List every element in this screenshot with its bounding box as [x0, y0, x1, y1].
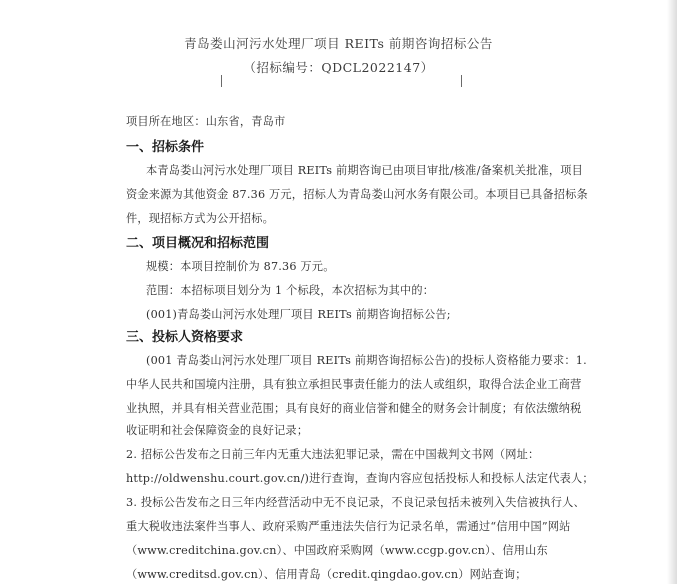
paragraph-line: (001)青岛娄山河污水处理厂项目 REITs 前期咨询招标公告;: [146, 308, 451, 321]
paragraph-line: 2. 招标公告发布之日前三年内无重大违法犯罪记录，需在中国裁判文书网（网址：: [126, 448, 540, 461]
scan-mark: [221, 75, 222, 87]
paragraph-line: 3. 投标公告发布之日三年内经营活动中无不良记录，不良记录包括未被列入失信被执行人、: [126, 496, 585, 509]
scan-mark: [461, 75, 462, 87]
paragraph-line: 范围：本招标项目划分为 1 个标段，本次招标为其中的：: [146, 284, 435, 297]
paragraph-line: 重大税收违法案件当事人、政府采购严重违法失信行为记录名单，需通过“信用中国”网站: [126, 520, 571, 533]
paragraph-line: 资金来源为其他资金 87.36 万元，招标人为青岛娄山河水务有限公司。本项目已具备招标条: [126, 188, 588, 201]
section-heading: 二、项目概况和招标范围: [126, 236, 270, 251]
paragraph-line: （www.creditchina.gov.cn）、中国政府采购网（www.ccgp.gov.cn）、信用山东: [126, 544, 548, 557]
paragraph-line: http://oldwenshu.court.gov.cn/)进行查询，查询内容应包括投标人和投标人法定代表人；: [126, 472, 594, 485]
paragraph-line: 业执照，并具有相关营业范围；具有良好的商业信誉和健全的财务会计制度；有依法缴纳税: [126, 402, 582, 415]
paragraph-line: 本青岛娄山河污水处理厂项目 REITs 前期咨询已由项目审批/核准/备案机关批准，项目: [146, 164, 584, 177]
project-location: 项目所在地区：山东省，青岛市: [126, 115, 286, 128]
paragraph-line: 中华人民共和国境内注册，具有独立承担民事责任能力的法人或组织，取得合法企业工商营: [126, 378, 582, 391]
section-heading: 一、招标条件: [126, 140, 205, 155]
paragraph-line: （www.creditsd.gov.cn）、信用青岛（credit.qingdao.gov.cn）网站查询；: [126, 568, 527, 581]
paragraph-line: (001 青岛娄山河污水处理厂项目 REITs 前期咨询招标公告)的投标人资格能力要求：1.: [146, 354, 587, 367]
tender-number: （招标编号：QDCL2022147）: [243, 60, 434, 75]
paragraph-line: 规模：本项目控制价为 87.36 万元。: [146, 260, 335, 273]
section-heading: 三、投标人资格要求: [126, 330, 244, 345]
paragraph-line: 件，现招标方式为公开招标。: [126, 212, 275, 225]
document-title: 青岛娄山河污水处理厂项目 REITs 前期咨询招标公告: [184, 36, 493, 51]
scan-page-edge: [667, 0, 677, 584]
paragraph-line: 收证明和社会保障资金的良好记录；: [126, 424, 309, 437]
